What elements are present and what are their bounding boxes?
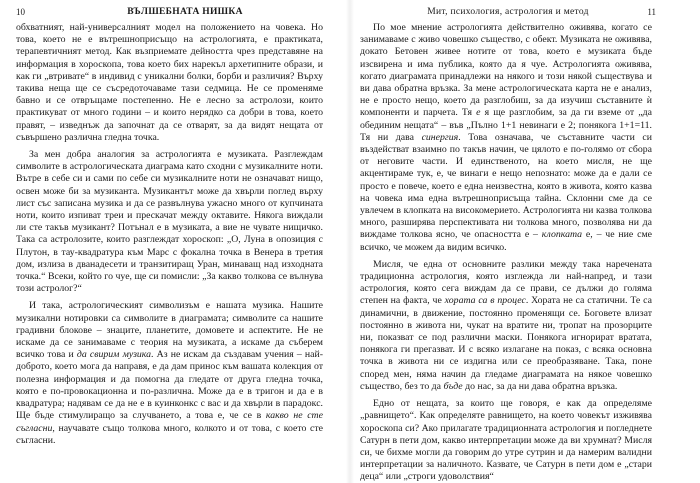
paragraph [16, 300, 323, 446]
paragraph-text: е, – че ние сме всичко, че можем да видим всичко. [360, 229, 652, 253]
emphasis: клопката [541, 229, 583, 241]
running-title: ВЪЛШЕБНАТА НИШКА [127, 7, 243, 17]
emphasis: какво не сте съгласни [16, 410, 323, 434]
paragraph-text: Едно от нещата, за които ще говоря, е как да определяме „равнището“. Как определяте равнището, на което човекът изживява хороскопа си? Ако прилагате традиционната астрология и погледнете Сатурн в пети дом, какво интерпретации може да ви хрумнат? Мисля си, че бихме могли да говорим до утре сутрин и да намерим валидни интерпретации за наличното. Казвате, че Сатурн в пети дом е „стари деца“ или „строги удоволствия“ [360, 398, 652, 483]
left-page-header [16, 5, 326, 19]
paragraph-text: И така, астрологическият символизъм е нашата музика. Нашите музикални нотировки са символите в диаграмата; символите са нашите градивни блокове – знаците, планетите, домовете и аспектите. Не не искаме да се занимаваме с теория на музиката, а искаме да съберем всичко това и [16, 300, 323, 361]
paragraph-text: . Аз не искам да създавам учения – най-доброто, което мога да направя, е да дам принос към вашата колекция от полезна информация и да помогна да гледате от друга гледна точка, която е по-провокационна и по-различна. Може да е в тригон и да е в квадратура; надявам се да не е в куинконкс с вас и да хвърли в парадокс. Ще бъде стимулиращо за случването, а това е, че се в [16, 349, 324, 422]
right-page-header [360, 5, 656, 19]
paragraph [16, 149, 323, 295]
paragraph-text: За мен добра аналогия за астрологията е музиката. Разглеждам символите в астрологическата диаграма като сходни с музикалните ноти. Вътре в себе си и сами по себе си музикалните ноти не означават нищо, освен може би за музиканта. Музикантът може да хвърли поглед върху лист със записана музика и да се развълнува ужасно много от купчината ноти, които изпиват треи и прескачат между октавите. Някога виждали ли сте такъв музикант? Потънал е в музиката, а вие не чувате нищичко. Така са астролозите, които разглеждат хороскоп: „О, Луна в опозиция с Плутон, в тау-квадратура към Марс с фокална точка в Венера в третия дом, излиза в дванадесети и транзитиращ Уран, минаващ над изходната точка.“ Всеки, който го чуе, ще си помисли: „За какво толкова се вълнува този астролог?“ [16, 149, 323, 295]
right-page-body [360, 22, 652, 483]
emphasis: хората са в процес [444, 295, 526, 307]
page-number: 10 [16, 7, 25, 17]
paragraph-text: По мое мнение астрологията действително оживява, когато се занимаваме с живо човешко същество, с обект. Музиката не оживява, докато Бетовен живее нотите от това, което е музиката бъде изсвирена и има публика, която да я чуе. Астрологията оживява, когато диаграмата принадлежи на някого и този някой съществува и ви дава обратна връзка. За мене астрологическата карта не е анализ, не е просто нещо, което да разглобиш, за да изучиш съставните ѝ компоненти и парчета. Тя [360, 22, 652, 119]
paragraph-text: . Това означава, че съставните части си въздействат взаимно по такъв начин, че цялото е по-голямо от сбора от неговите части. И единственото, на което мисля, не ще акцентираме тук, е, че винаги е нещо непознато: може да е дали се просто е повече, което е една неизвестна, която в живота, която казва на човека има една вътрешноприсъща тайна. Склонни сме да се увлечем в клопката на високомерието. Астрологията ни казва толкова много, разширява перспективата ни толкова много, позволява ни да виждаме толкова ясно, че опасността е – [360, 131, 652, 241]
right-page [350, 0, 700, 483]
emphasis: синергия [421, 131, 459, 143]
paragraph-text: , научавате също толкова много, колкото и от това, с което сте съгласни. [16, 422, 323, 446]
paragraph [16, 22, 323, 144]
paragraph-text: . Хората не са статични. Те са динамични, в движение, постоянно променящи се. Боговете влизат постоянно в живота ни, чукат на вратите ни, тропат на прозорците ни, показват се под различни маски. Понякога игнорират вратата, понякога ги прегазват. И с всяко излагане на показ, с всяка основна точка в живота ни се издигна или се преобразяване. Така, поне според мен, няма начин да гледаме диаграмата на някое човешко същество, без то да [360, 295, 652, 392]
paragraph [360, 259, 652, 393]
paragraph [360, 22, 652, 254]
paragraph [360, 398, 652, 483]
paragraph-text: обхватният, най-универсалният модел на положението на човека. Но това, което не е вътрешноприсъщо на астрологията, е практиката, терапевтичният метод. Как възприемате дейността чрез представяне на информация в хороскопа, това което бих нарекъл архетипните образи, и как ги „втривате“ в индивид с уникални болки, борби и различия? Върху такива неща ще се съсредоточаваме тази седмица. Не се променяме бавно и се отвръщаме постепенно. Не е лесно за астролози, които практикуват от много години – и които нерядко са добри в това, което правят, – изведнъж да започнат да се отварят, за да видят нещата от съвършено различна гледна точка. [16, 22, 323, 143]
left-page-body [16, 22, 323, 447]
page-number: 11 [647, 7, 656, 17]
emphasis: е [476, 107, 481, 119]
emphasis: да свирим музика [76, 349, 152, 361]
paragraph-text: до нас, за да ни дава обратна връзка. [462, 380, 618, 392]
emphasis: бъде [443, 380, 463, 392]
paragraph-text: я ще разглобим, за да ги вземе от „да обединим нещата“ – във „Пълно 1+1 невинаги е 2; понякога 1+1=11. Тя ни дава [360, 107, 652, 143]
running-title: Мит, психология, астрология и метод [427, 7, 589, 17]
paragraph-text: Мисля, че една от основните разлики между така наречената традиционна астрология, която изглежда ли най-напред, и тази астрология, която сега виждам да се прави, се дължи до голяма степен на факта, че [360, 258, 652, 307]
